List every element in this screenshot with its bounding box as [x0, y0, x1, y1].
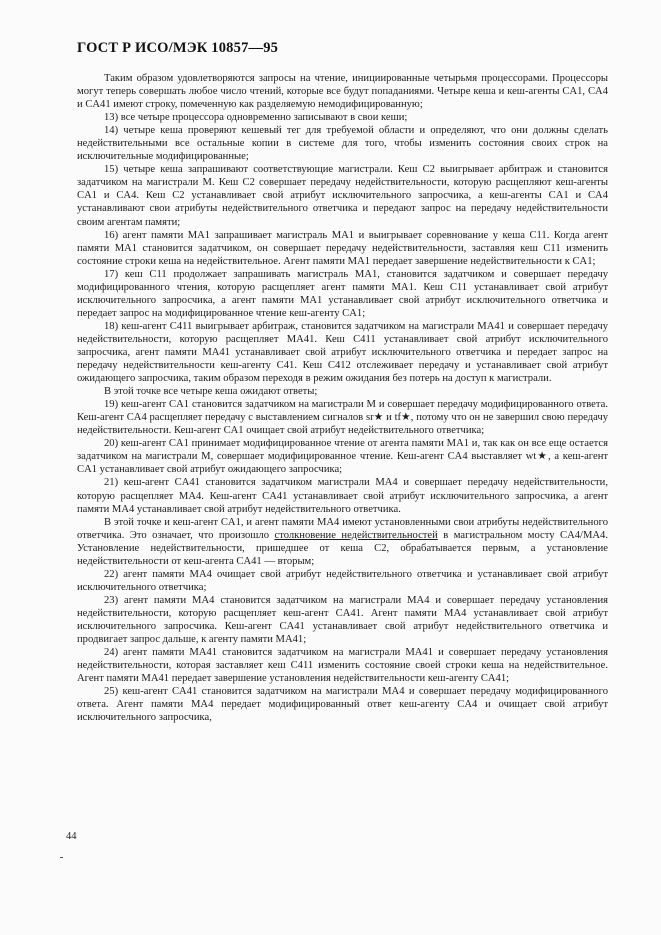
page-number: 44	[66, 831, 77, 842]
paragraph-step-20: 20) кеш-агент CA1 принимает модифицированное чтение от агента памяти MA1 и, так как он все еще остается задатчиком на магистрали М, совершает модифицированное чтение. Кеш-агент CA4 выставляет wt★, а кеш-агент CA1 устанавливает свой атрибут ожидающего запросчика;	[77, 438, 608, 476]
paragraph-collision-note	[77, 516, 608, 568]
paragraph-step-17: 17) кеш C11 продолжает запрашивать магистраль MA1, становится задатчиком и совершает передачу модифицированного чтения, которую расщепляет агент памяти MA1. Кеш C11 устанавливает свой атрибут исключительного запросчика, а агент памяти MA1 устанавливает свой атрибут исключительного ответчика и передает запрос на модифицированное чтение кеш-агенту CA1;	[77, 268, 608, 319]
paragraph-step-13: 13) все четыре процессора одновременно записывают в свои кеши;	[104, 112, 408, 124]
paragraph-step-23: 23) агент памяти MA4 становится задатчиком на магистрали MA4 и совершает передачу установления недействительности, которую расщепляет кеш-агент CA41. Агент памяти MA4 устанавливает свой атрибут исключительного запросчика. Кеш-агент CA41 устанавливает свой атрибут недействительного ответчика и продвигает запрос дальше, к агенту памяти MA41;	[77, 594, 608, 646]
document-body	[77, 72, 608, 724]
paragraph-step-21: 21) кеш-агент CA41 становится задатчиком магистрали MA4 и совершает передачу недействительности, которую расщепляет MA4. Кеш-агент CA41 устанавливает свой атрибут исключительного запросчика, а агент памяти MA4 устанавливает свой атрибут недействительного ответчика.	[77, 477, 608, 515]
paragraph-summary: Таким образом удовлетворяются запросы на чтение, инициированные четырьмя процессорами. Процессоры могут теперь совершать любое число чтений, которые все будут попаданиями. Четыре кеша и кеш-агенты CA1, CA4 и CA41 имеют строку, помеченную как разделяемую немодифицированную;	[77, 73, 608, 111]
scan-mark	[60, 857, 63, 858]
collision-term: столкновение недействительностей	[274, 529, 438, 541]
paragraph-step-25: 25) кеш-агент CA41 становится задатчиком на магистрали MA4 и совершает передачу модифицированного ответа. Агент памяти MA4 передает модифицированный ответ кеш-агенту CA4 и очищает свой атрибут исключительного запросчика,	[77, 686, 608, 724]
paragraph-step-19: 19) кеш-агент CA1 становится задатчиком на магистрали М и совершает передачу модифицированного ответа. Кеш-агент CA4 расщепляет передачу с выставлением сигналов sr★ и tf★, потому что он не завершил свою передачу недействительности. Кеш-агент CA1 очищает свой атрибут недействительного ответчика;	[77, 399, 608, 437]
collision-text-before: В этой точке и кеш-агент CA1, и агент памяти MA4 имеют установленными свои атрибуты недействительного ответчика. Это означает, что произошло	[77, 516, 608, 541]
paragraph-waiting-note: В этой точке все четыре кеша ожидают ответы;	[104, 386, 318, 398]
collision-text-after: в магистральном мосту CA4/MA4. Установление недействительности, пришедшее от кеша C2, обрабатывается первым, а установление недействительности от кеш-агента CA41 — вторым;	[77, 529, 609, 567]
paragraph-step-24: 24) агент памяти MA41 становится задатчиком на магистрали MA41 и совершает передачу установления недействительности, которая заставляет кеш C411 изменить состояние своей строки кеша на недействительное. Агент памяти MA41 передает завершение установления недействительности кеш-агенту CA41;	[77, 647, 608, 685]
document-header: ГОСТ Р ИСО/МЭК 10857—95	[77, 40, 279, 56]
paragraph-step-14: 14) четыре кеша проверяют кешевый тег для требуемой области и определяют, что они должны сделать недействительными все остальные копии в системе для того, чтобы изменить состояния своих строк на исключительные модифицированные;	[77, 125, 608, 163]
paragraph-step-16: 16) агент памяти MA1 запрашивает магистраль MA1 и выигрывает соревнование у кеша C11. Когда агент памяти MA1 становится задатчиком, он совершает передачу недействительности, заставляя кеш C11 изменить состояние строки кеша на недействительное. Агент памяти MA1 передает завершение недействительности к CA1;	[77, 229, 608, 267]
paragraph-step-15: 15) четыре кеша запрашивают соответствующие магистрали. Кеш C2 выигрывает арбитраж и становится задатчиком на магистрали М. Кеш C2 совершает передачу недействительности, которую расщепляют кеш-агенты CA1 и CA4. Кеш C2 устанавливает свой атрибут исключительного запросчика, а кеш-агенты CA1 и CA4 устанавливают свои атрибуты недействительного ответчика и передают запрос на передачу недействительности своим агентам памяти;	[77, 164, 608, 228]
paragraph-step-22: 22) агент памяти MA4 очищает свой атрибут недействительного ответчика и устанавливает свой атрибут исключительного ответчика;	[77, 568, 608, 593]
paragraph-step-18: 18) кеш-агент C411 выигрывает арбитраж, становится задатчиком на магистрали MA41 и совершает передачу недействительности, которую расщепляет MA41. Кеш C411 устанавливает свой атрибут исключительного запросчика, агент памяти MA41 устанавливает свой атрибут исключительного ответчика и передает запрос на передачу недействительности кеш-агенту C41. Кеш C412 отслеживает передачу и устанавливает свой атрибут ожидающего запросчика, таким образом переходя в режим ожидания без потерь на доступ к магистрали.	[77, 320, 608, 385]
